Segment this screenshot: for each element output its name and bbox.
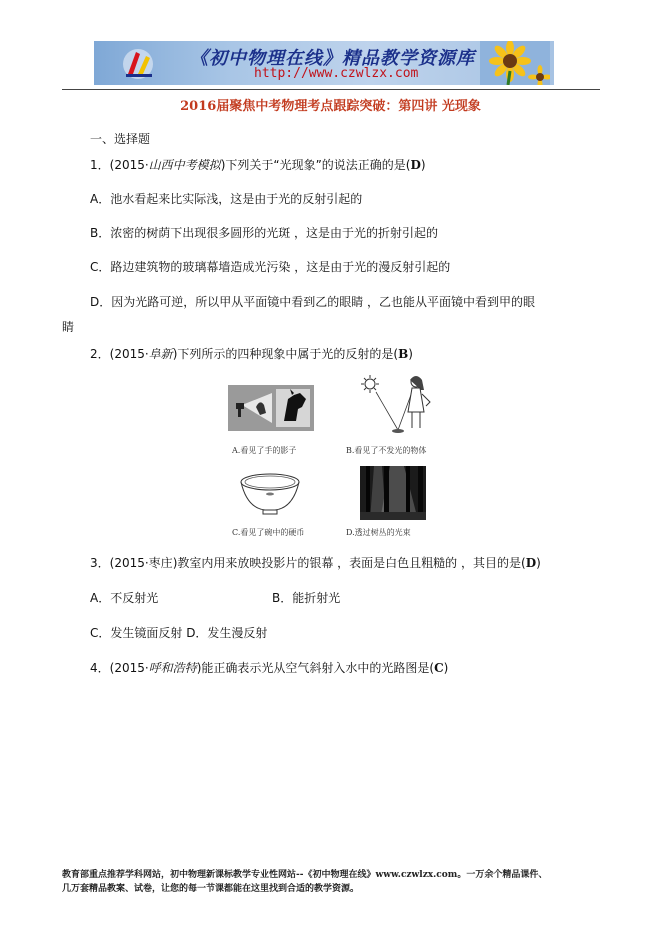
banner-url[interactable]: http://www.czwlzx.com — [254, 66, 419, 81]
answer-close: ) — [408, 347, 413, 361]
section-heading: 一、选择题 — [90, 132, 151, 146]
sunflower-icon — [480, 41, 550, 85]
option-b: B．浓密的树荫下出现很多圆形的光斑 ，这是由于光的折射引起的 — [90, 226, 439, 240]
question-source: 阜新 — [148, 347, 173, 361]
answer: B — [398, 347, 409, 361]
site-logo-icon — [120, 46, 156, 82]
question-3 — [90, 554, 541, 571]
question-1 — [90, 156, 426, 173]
question-stem: )下列所示的四种现象中属于光的反射的是( — [172, 347, 399, 361]
answer-close: ) — [420, 158, 426, 172]
figure-caption-b: B.看见了不发光的物体 — [346, 446, 427, 455]
answer: D — [525, 556, 537, 570]
figure-caption-a: A.看见了手的影子 — [232, 446, 297, 455]
option-b: B．能折射光 — [272, 591, 341, 605]
option-c-d: C．发生镜面反射 D．发生漫反射 — [90, 626, 268, 640]
footer-line-1: 教育部重点推荐学科网站，初中物理新课标教学专业性网站--《初中物理在线》www.czwlzx.com。一万余个精品课件、 — [62, 870, 548, 880]
question-number: 3．(2015· — [90, 556, 149, 570]
question-source: 枣庄 — [148, 556, 173, 570]
figure-forest — [360, 466, 426, 520]
header-banner — [94, 41, 554, 85]
page-title: 2016届聚焦中考物理考点跟踪突破：第四讲 光现象 — [180, 99, 481, 114]
answer: D — [410, 158, 421, 172]
option-a: A．池水看起来比实际浅，这是由于光的反射引起的 — [90, 192, 363, 206]
figure-hand-shadow — [228, 385, 314, 431]
question-stem: )能正确表示光从空气斜射入水中的光路图是( — [196, 661, 435, 675]
header-rule — [62, 89, 600, 90]
question-number: 1．(2015· — [90, 158, 149, 172]
option-a: A．不反射光 — [90, 591, 159, 605]
question-4 — [90, 659, 448, 676]
figure-reflection — [360, 372, 436, 438]
question-stem: )下列关于“光现象”的说法正确的是( — [220, 158, 411, 172]
question-source: 山西中考模拟 — [148, 158, 221, 172]
banner-title: 《初中物理在线》精品教学资源库 — [190, 48, 475, 69]
question-number: 2．(2015· — [90, 347, 149, 361]
answer: C — [434, 661, 444, 675]
figure-caption-c: C.看见了碗中的硬币 — [232, 528, 305, 537]
option-d: D．因为光路可逆，所以甲从平面镜中看到乙的眼睛 ，乙也能从平面镜中看到甲的眼 — [90, 295, 536, 309]
question-number: 4．(2015· — [90, 661, 149, 675]
question-source: 呼和浩特 — [148, 661, 197, 675]
figure-caption-d: D.透过树丛的光束 — [346, 528, 411, 537]
answer-close: ) — [536, 556, 541, 570]
figure-bowl — [237, 470, 303, 518]
footer-line-2: 几万套精品教案、试卷，让您的每一节课都能在这里找到合适的教学资源。 — [62, 884, 360, 894]
question-stem: )教室内用来放映投影片的银幕 ，表面是白色且粗糙的 ，其目的是( — [172, 556, 526, 570]
option-d-continued: 睛 — [62, 320, 75, 334]
answer-close: ) — [443, 661, 449, 675]
option-c: C．路边建筑物的玻璃幕墙造成光污染 ，这是由于光的漫反射引起的 — [90, 260, 451, 274]
question-2 — [90, 345, 413, 362]
